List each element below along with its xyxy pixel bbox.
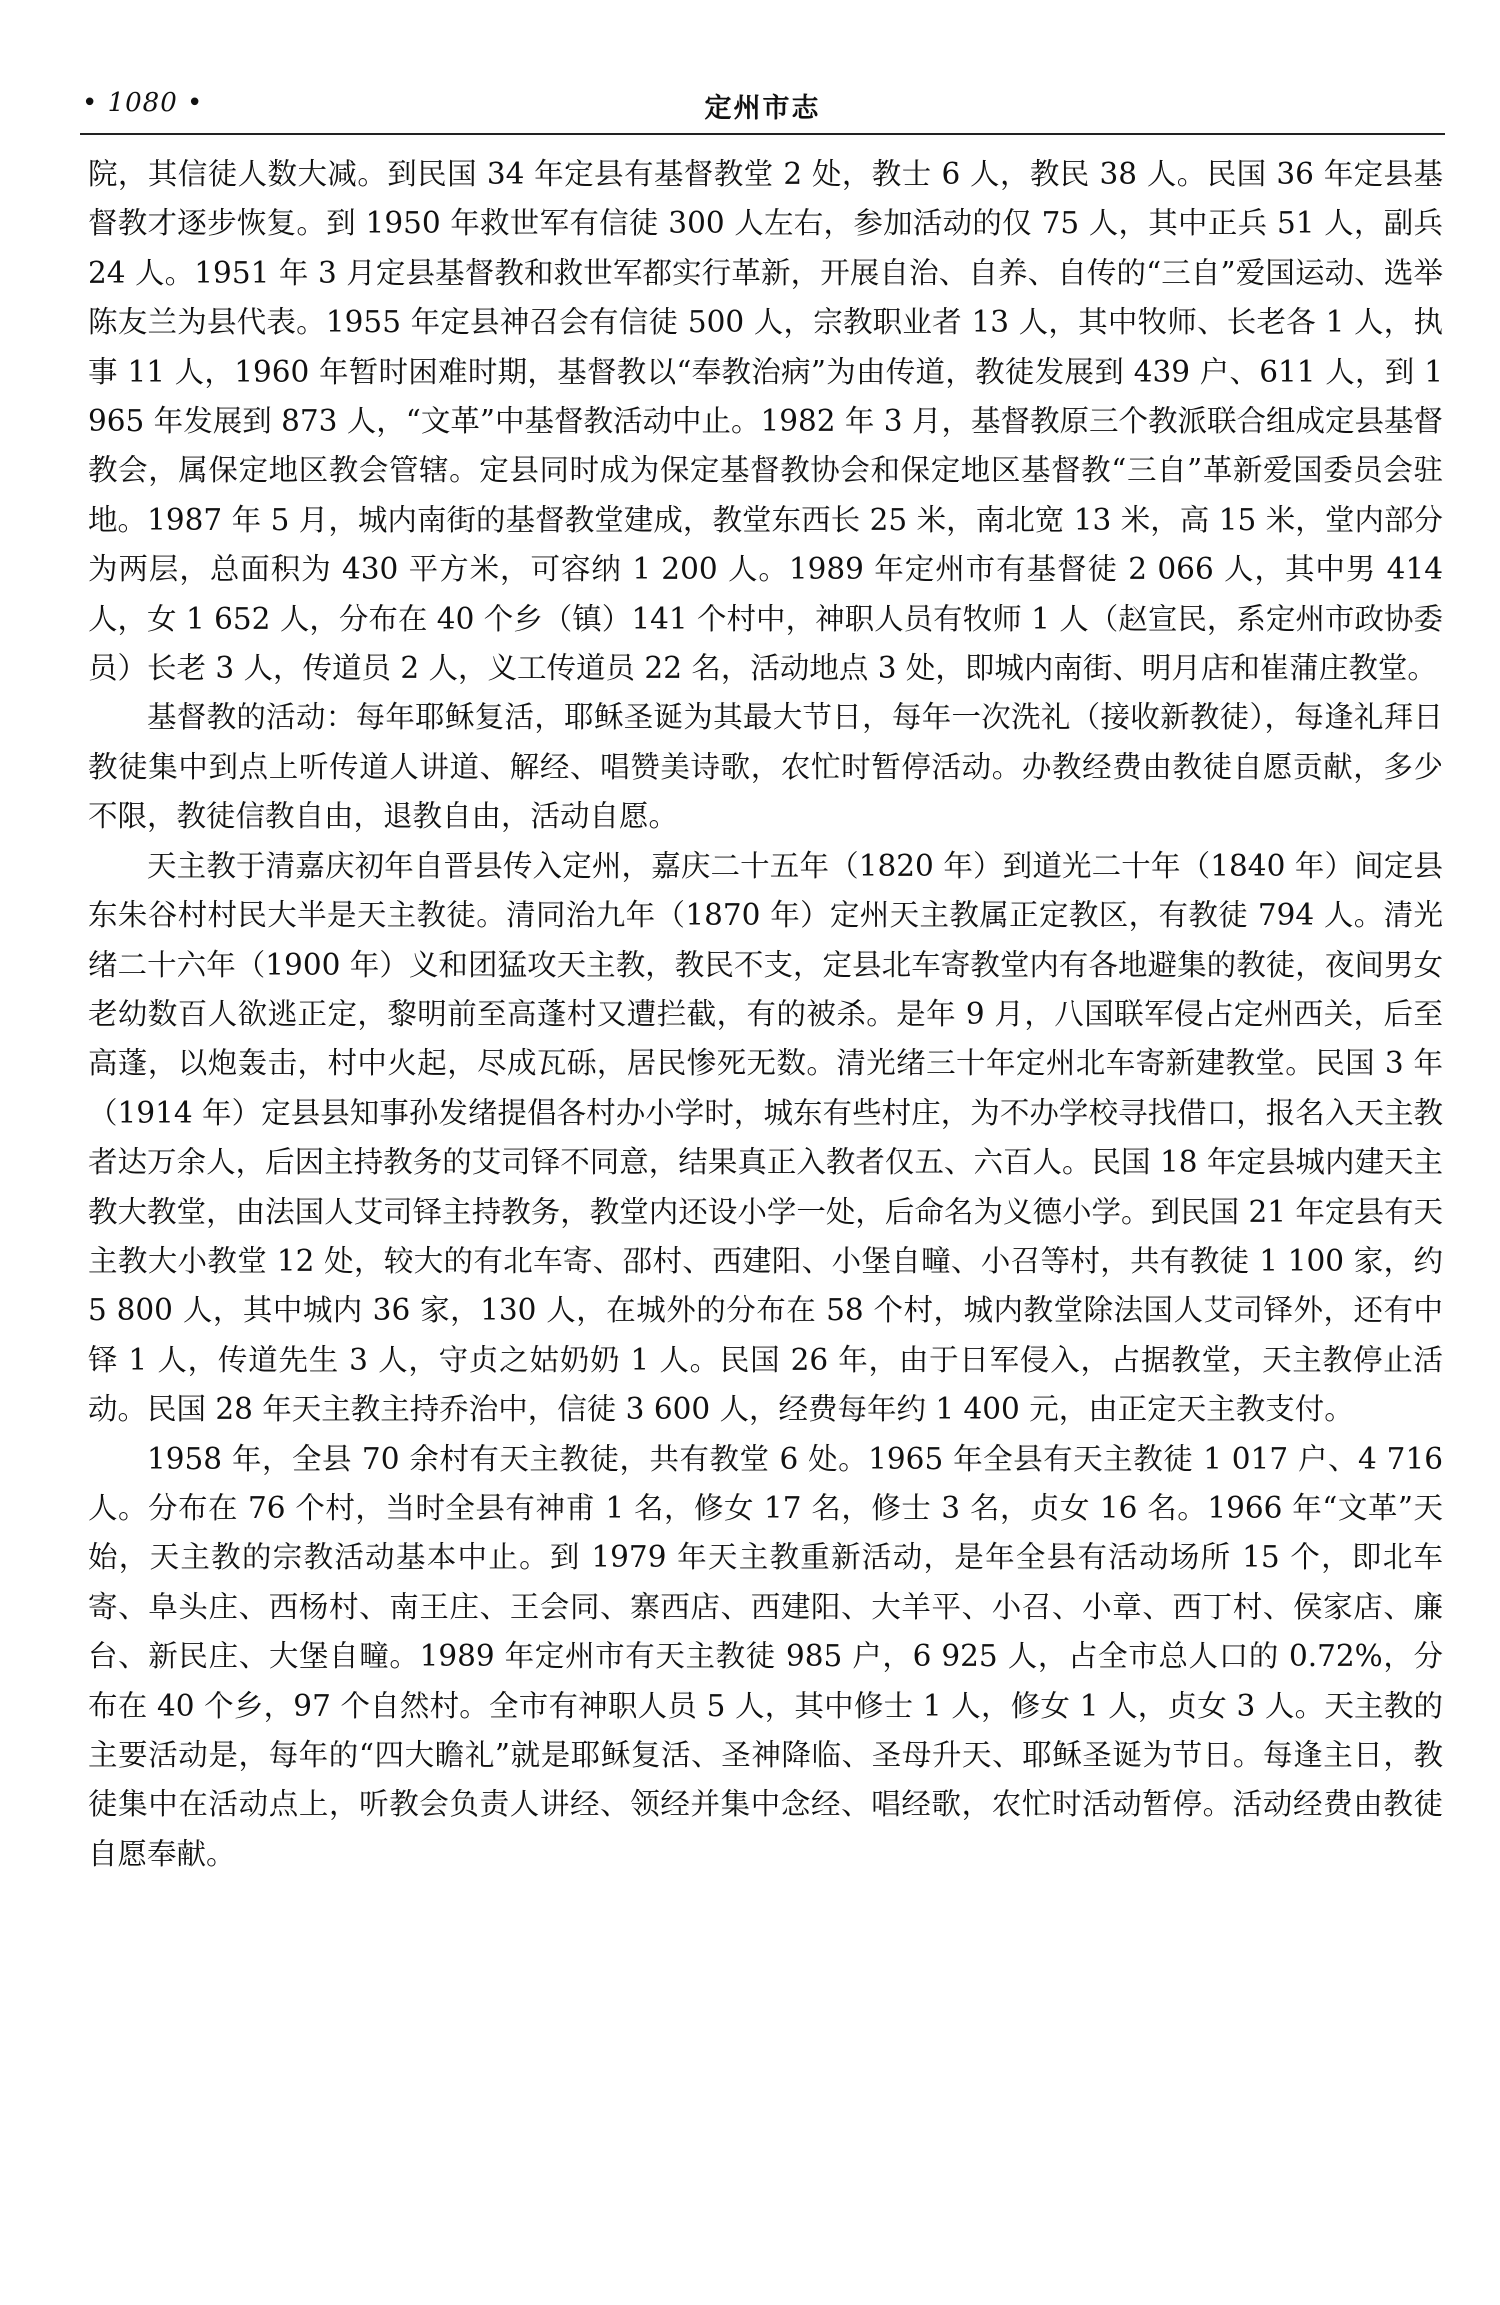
running-title: 定州市志 xyxy=(704,93,821,124)
paragraph-protestant-activities: 基督教的活动：每年耶稣复活，耶稣圣诞为其最大节日，每年一次洗礼（接收新教徒），每逢礼拜日教徒集中到点上听传道人讲道、解经、唱赞美诗歌，农忙时暂停活动。办教经费由教徒自愿贡献，多少不限，教徒信教自由，退教自由，活动自愿。 xyxy=(88,700,1443,834)
page-header xyxy=(80,78,1445,128)
paragraph-catholic-history: 天主教于清嘉庆初年自晋县传入定州，嘉庆二十五年（1820 年）到道光二十年（1840 年）间定县东朱谷村村民大半是天主教徒。清同治九年（1870 年）定州天主教属正定教区，有教徒 794 人。清光绪二十六年（1900 年）义和团猛攻天主教，教民不支，定县北车寄教堂内有各地避集的教徒，夜间男女老幼数百人欲逃正定，黎明前至高蓬村又遭拦截，有的被杀。是年 9 月，八国联军侵占定州西关，后至高蓬，以炮轰击，村中火起，尽成瓦砾，居民惨死无数。清光绪三十年定州北车寄新建教堂。民国 3 年（1914 年）定县县知事孙发绪提倡各村办小学时，城东有些村庄，为不办学校寻找借口，报名入天主教者达万余人，后因主持教务的艾司铎不同意，结果真正入教者仅五、六百人。民国 18 年定县城内建天主教大教堂，由法国人艾司铎主持教务，教堂内还设小学一处，后命名为义德小学。到民国 21 年定县有天主教大小教堂 12 处，较大的有北车寄、邵村、西建阳、小堡自疃、小召等村，共有教徒 1 100 家，约 5 800 人，其中城内 36 家，130 人，在城外的分布在 58 个村，城内教堂除法国人艾司铎外，还有中铎 1 人，传道先生 3 人，守贞之姑奶奶 1 人。民国 26 年，由于日军侵入，占据教堂，天主教停止活动。民国 28 年天主教主持乔治中，信徒 3 600 人，经费每年约 1 400 元，由正定天主教支付。 xyxy=(88,848,1443,1427)
paragraph-catholic-modern: 1958 年，全县 70 余村有天主教徒，共有教堂 6 处。1965 年全县有天主教徒 1 017 户、4 716人。分布在 76 个村，当时全县有神甫 1 名，修女 17 名，修士 3 名，贞女 16 名。1966 年“文革”天始，天主教的宗教活动基本中止。到 1979 年天主教重新活动，是年全县有活动场所 15 个，即北车寄、阜头庄、西杨村、南王庄、王会同、寨西店、西建阳、大羊平、小召、小章、西丁村、侯家店、廉台、新民庄、大堡自疃。1989 年定州市有天主教徒 985 户，6 925 人，占全市总人口的 0.72%，分布在 40 个乡，97 个自然村。全市有神职人员 5 人，其中修士 1 人，修女 1 人，贞女 3 人。天主教的主要活动是，每年的“四大瞻礼”就是耶稣复活、圣神降临、圣母升天、耶稣圣诞为节日。每逢主日，教徒集中在活动点上，听教会负责人讲经、领经并集中念经、唱经歌，农忙时活动暂停。活动经费由教徒自愿奉献。 xyxy=(88,1441,1443,1871)
body-text xyxy=(88,150,1443,1879)
header-rule xyxy=(80,133,1445,135)
paragraph-protestant-history: 院，其信徒人数大减。到民国 34 年定县有基督教堂 2 处，教士 6 人，教民 38 人。民国 36 年定县基督教才逐步恢复。到 1950 年救世军有信徒 300 人左右，参加活动的仅 75 人，其中正兵 51 人，副兵 24 人。1951 年 3 月定县基督教和救世军都实行革新，开展自治、自养、自传的“三自”爱国运动、选举陈友兰为县代表。1955 年定县神召会有信徒 500 人，宗教职业者 13 人，其中牧师、长老各 1 人，执事 11 人，1960 年暂时困难时期，基督教以“奉教治病”为由传道，教徒发展到 439 户、611 人，到 1965 年发展到 873 人，“文革”中基督教活动中止。1982 年 3 月，基督教原三个教派联合组成定县基督教会，属保定地区教会管辖。定县同时成为保定基督教协会和保定地区基督教“三自”革新爱国委员会驻地。1987 年 5 月，城内南街的基督教堂建成，教堂东西长 25 米，南北宽 13 米，高 15 米，堂内部分为两层，总面积为 430 平方米，可容纳 1 200 人。1989 年定州市有基督徒 2 066 人，其中男 414 人，女 1 652 人，分布在 40 个乡（镇）141 个村中，神职人员有牧师 1 人（赵宣民，系定州市政协委员）长老 3 人，传道员 2 人，义工传道员 22 名，活动地点 3 处，即城内南街、明月店和崔蒲庄教堂。 xyxy=(88,157,1443,686)
page-number: • 1080 • xyxy=(82,88,204,118)
